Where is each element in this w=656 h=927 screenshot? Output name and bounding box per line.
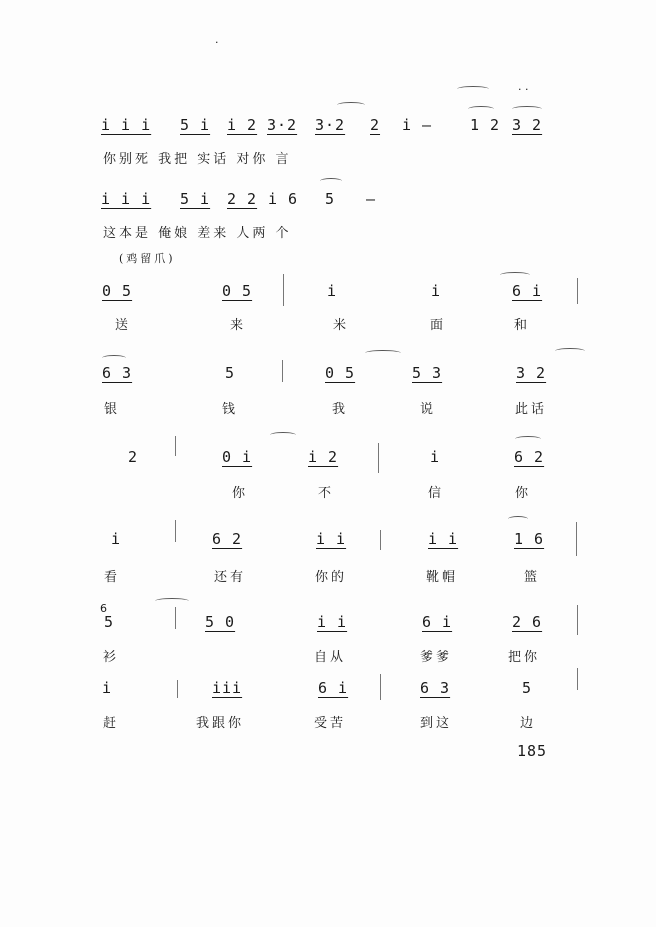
barline [175,436,176,456]
note-group: iii [212,679,243,697]
note-group: 5 i [180,190,211,208]
lyric: 我 [332,402,349,417]
barline [380,530,381,550]
lyric: 自从 [314,650,347,665]
note-group: 5 [325,190,336,208]
lyric: 和 [514,318,531,333]
page-number: 185 [517,742,548,760]
note-group: 3·2 [267,116,298,134]
barline [282,360,283,382]
note-group: 6 2 [212,530,243,548]
note-group: i [111,530,122,548]
note-group: i [327,282,338,300]
lyric: 你 [515,486,532,501]
barline [378,443,379,473]
note-group: 5 [225,364,236,382]
lyric: 边 [520,716,537,731]
lyric: 你 [232,486,249,501]
note-group: 6 i [512,282,543,300]
lyric: 把你 [508,650,541,665]
note-group: 3 2 [512,116,543,134]
slur [512,106,542,112]
barline [175,520,176,542]
note-group: 6 i [422,613,453,631]
note-group: 2 6 [512,613,543,631]
lyric: 此话 [515,402,548,417]
lyric: 送 [115,318,132,333]
note-group: 2 [128,448,139,466]
lyric: 衫 [103,650,120,665]
lyric: 银 [104,402,121,417]
lyric: 钱 [222,402,239,417]
note-group: i [102,679,113,697]
slur [320,178,342,184]
note-group: i i [317,613,348,631]
slur [102,355,126,361]
note-group: i 6 [268,190,299,208]
lyric: 不 [318,486,335,501]
lyric: 到这 [420,716,453,731]
lyric: 来 [230,318,247,333]
slur [515,436,541,442]
lyric: 面 [430,318,447,333]
note-group: i i [316,530,347,548]
lyric: 你的 [315,570,348,585]
note-group: 5 3 [412,364,443,382]
lyric: 爹爹 [420,650,453,665]
lyric: 赶 [103,716,120,731]
slur [508,516,528,522]
note-group: i i i [101,190,152,208]
note-group: 6 3 [102,364,133,382]
barline [380,674,381,700]
barline [576,522,577,556]
note-group: i [430,448,441,466]
note-group: 2 2 [227,190,258,208]
barline [577,278,578,304]
slur [500,272,530,278]
note-group: i i i [101,116,152,134]
barline [577,605,578,635]
note-group: 0 5 [222,282,253,300]
slur [155,598,189,604]
note-group: 5 i [180,116,211,134]
lyric: 说 [420,402,437,417]
note-group: i [431,282,442,300]
note-group: 5 [104,613,115,631]
dot-marks: · · [518,83,529,96]
barline [577,668,578,690]
note-group: 0 5 [102,282,133,300]
note-group: i — [402,116,433,134]
slur [337,102,365,108]
note-group: 5 [522,679,533,697]
grace-note: 6 [100,602,107,615]
note-group: i 2 [227,116,258,134]
lyric: 我跟你 [196,716,245,731]
lyric: 还有 [214,570,247,585]
lyric: 篮 [524,570,541,585]
lyric: 看 [104,570,121,585]
lyric: 靴帽 [426,570,459,585]
slur [555,348,585,354]
note-group: i i [428,530,459,548]
note-group: 6 2 [514,448,545,466]
note-group: 3 2 [516,364,547,382]
barline [175,607,176,629]
speck: · [215,36,219,49]
lyric-line: 你别死 我把 实话 对你 言 [103,152,292,167]
tempo-mark: (鸡留爪) [119,252,176,265]
note-group: 5 0 [205,613,236,631]
lyric: 米 [333,318,350,333]
note-group: 2 [370,116,381,134]
note-group: 1 2 [470,116,501,134]
note-group: 3·2 [315,116,346,134]
barline [283,274,284,306]
barline [177,680,178,698]
note-group: 0 5 [325,364,356,382]
slur [468,106,494,112]
note-group: 0 i [222,448,253,466]
note-group: 6 i [318,679,349,697]
slur [365,350,401,356]
lyric: 信 [428,486,445,501]
slur [270,432,296,438]
note-group: — [366,190,377,208]
note-group: i 2 [308,448,339,466]
lyric-line: 这本是 俺娘 差来 人两 个 [103,226,292,241]
note-group: 1 6 [514,530,545,548]
note-group: 6 3 [420,679,451,697]
lyric: 受苦 [314,716,347,731]
slur [457,86,489,92]
